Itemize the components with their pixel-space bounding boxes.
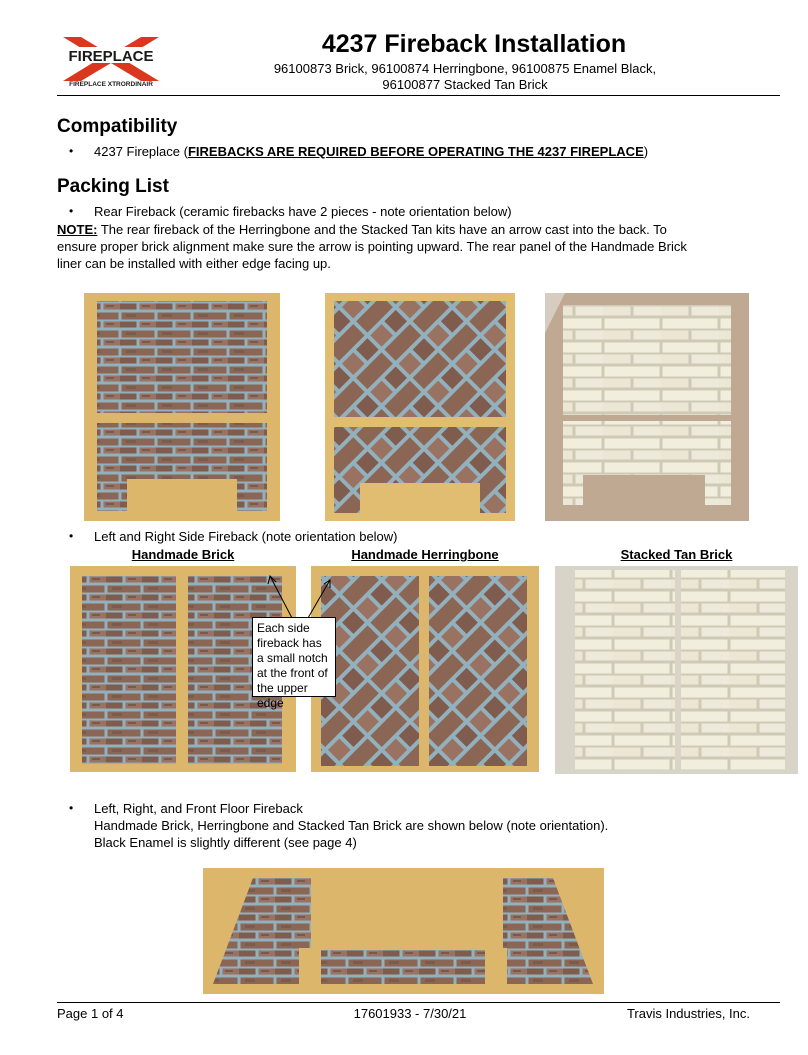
floor-note-line-1: Handmade Brick, Herringbone and Stacked Tan Brick are shown below (note orientation). xyxy=(94,818,609,833)
compatibility-bullet xyxy=(69,143,769,161)
note-line-1: The rear fireback of the Herringbone and the Stacked Tan kits have an arrow cast into the back. To xyxy=(97,222,667,237)
rear-fireback-text: Rear Fireback (ceramic firebacks have 2 pieces - note orientation below) xyxy=(94,204,512,219)
document-subtitle xyxy=(230,61,700,93)
subtitle-line-2: 96100877 Stacked Tan Brick xyxy=(382,77,548,92)
bullet-dot: • xyxy=(69,144,74,158)
floor-note xyxy=(94,817,774,851)
header-rule xyxy=(57,95,780,96)
rear-handmade-brick-photo xyxy=(84,293,280,521)
notch-callout-arrows xyxy=(260,570,340,622)
floor-fireback-photo xyxy=(203,868,604,994)
bullet-dot: • xyxy=(69,801,74,815)
side-handmade-herringbone-photo xyxy=(311,566,539,772)
rear-fireback-bullet xyxy=(69,203,769,221)
footer-rule xyxy=(57,1002,780,1003)
svg-text:FIREPLACE: FIREPLACE xyxy=(68,48,154,65)
compatibility-heading: Compatibility xyxy=(57,116,178,137)
rear-stacked-tan-brick-photo xyxy=(545,293,749,521)
compat-prefix: 4237 Fireplace ( xyxy=(94,144,188,159)
notch-callout: Each side fireback has a small notch at the front of the upper edge xyxy=(252,617,336,697)
note-label: NOTE: xyxy=(57,222,98,237)
subtitle-line-1: 96100873 Brick, 96100874 Herringbone, 96100875 Enamel Black, xyxy=(273,61,657,76)
note-line-3: liner can be installed with either edge facing up. xyxy=(57,256,331,271)
bullet-dot: • xyxy=(69,529,74,543)
svg-text:FIREPLACE XTRORDINAIR: FIREPLACE XTRORDINAIR xyxy=(69,81,153,87)
caption-handmade-herringbone: Handmade Herringbone xyxy=(351,547,499,562)
note-paragraph xyxy=(57,221,777,272)
footer-doc-number: 17601933 - 7/30/21 xyxy=(353,1006,467,1021)
side-fireback-text: Left and Right Side Fireback (note orientation below) xyxy=(94,529,398,544)
floor-fireback-text: Left, Right, and Front Floor Fireback xyxy=(94,801,303,816)
document-title: 4237 Fireback Installation xyxy=(321,30,627,58)
bullet-dot: • xyxy=(69,204,74,218)
rear-handmade-herringbone-photo xyxy=(325,293,515,521)
side-fireback-bullet xyxy=(69,528,769,546)
packing-list-heading: Packing List xyxy=(57,176,169,197)
compat-warning: FIREBACKS ARE REQUIRED BEFORE OPERATING THE 4237 FIREPLACE xyxy=(187,144,644,159)
note-line-2: ensure proper brick alignment make sure the arrow is pointing upward. The rear panel of the Handmade Brick xyxy=(57,239,687,254)
footer-company: Travis Industries, Inc. xyxy=(626,1006,750,1021)
caption-stacked-tan-brick: Stacked Tan Brick xyxy=(620,547,733,562)
floor-fireback-bullet xyxy=(69,800,769,818)
compat-suffix: ) xyxy=(643,144,649,159)
floor-note-line-2: Black Enamel is slightly different (see page 4) xyxy=(94,835,357,850)
side-stacked-tan-brick-photo xyxy=(555,566,798,774)
fireplace-xtrordinair-logo xyxy=(57,33,165,87)
footer-page-number: Page 1 of 4 xyxy=(57,1006,124,1021)
caption-handmade-brick: Handmade Brick xyxy=(131,547,235,562)
